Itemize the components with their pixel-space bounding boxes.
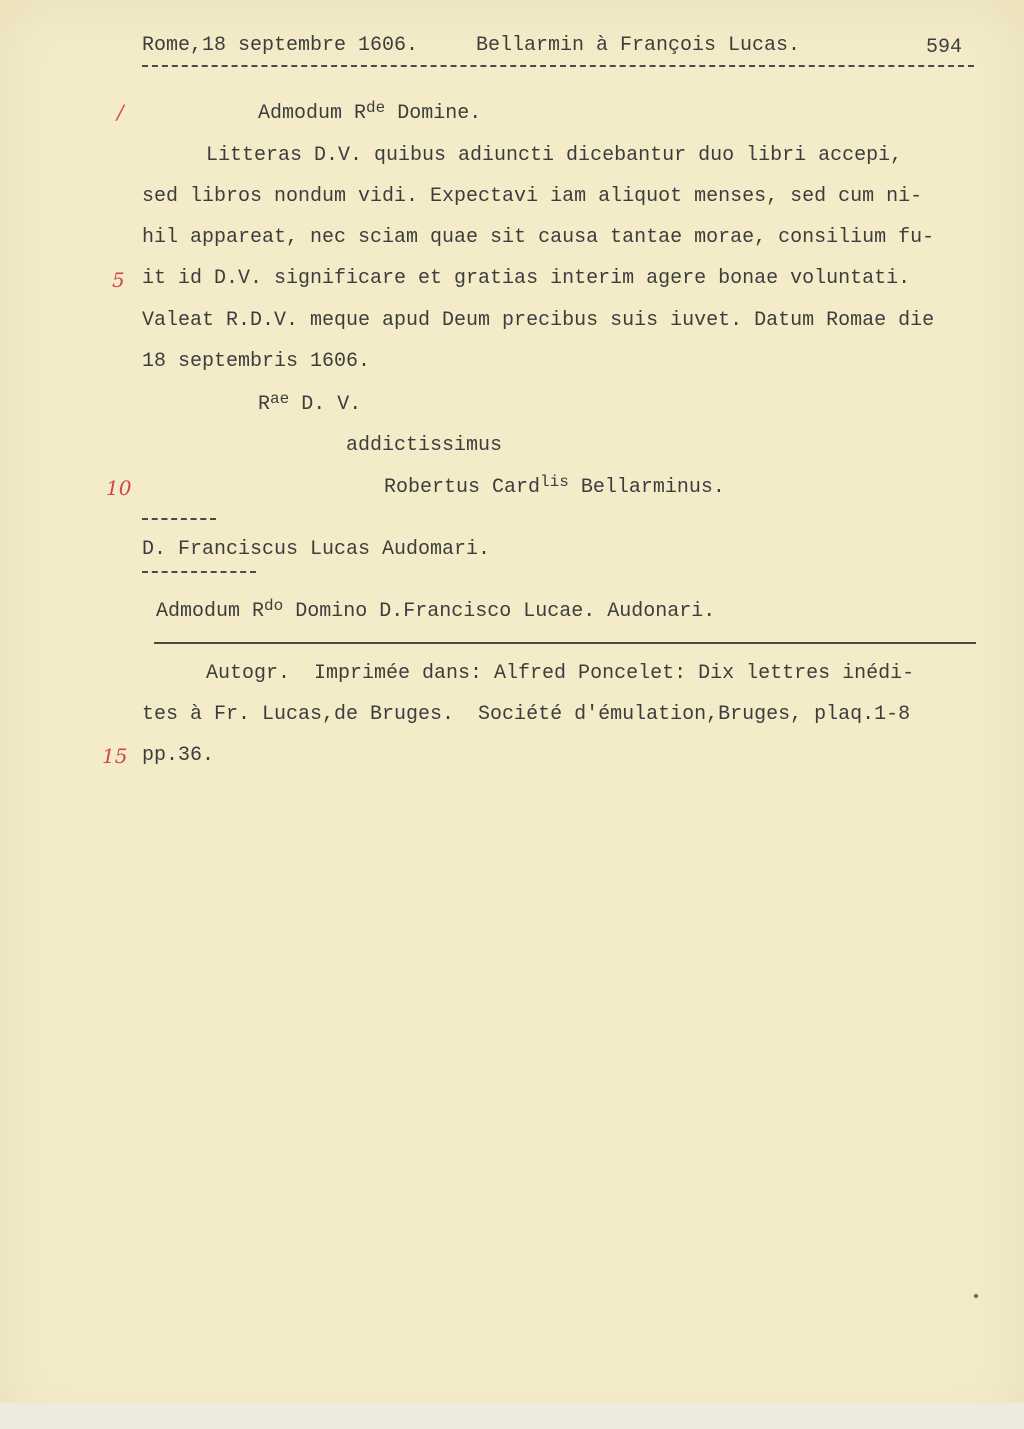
body-line: it id D.V. significare et gratias interim agere bonae voluntati. — [142, 267, 911, 290]
address-text-end: Domino D.Francisco Lucae. Audonari. — [283, 600, 716, 623]
recipient-address — [156, 597, 716, 624]
footer-rule — [154, 642, 976, 644]
margin-number-10: 10 — [106, 476, 132, 500]
address-text: Admodum R — [156, 600, 265, 623]
note-line: pp.36. — [142, 744, 215, 767]
signature — [384, 473, 725, 500]
closing-address — [258, 390, 362, 417]
signature-text: Robertus Card — [384, 476, 541, 499]
salutation-text: Admodum R — [258, 102, 367, 125]
body-line: 18 septembris 1606. — [142, 350, 371, 373]
salutation — [258, 99, 482, 126]
closing-text-end: D. V. — [289, 393, 362, 416]
scan-edge — [0, 1403, 1024, 1429]
closing-text: R — [258, 393, 271, 416]
signature-text-end: Bellarminus. — [568, 476, 725, 499]
body-line: hil appareat, nec sciam quae sit causa tantae morae, consilium fu- — [142, 226, 935, 249]
header-place-date: Rome,18 septembre 1606. — [142, 34, 419, 57]
note-line: Autogr. Imprimée dans: Alfred Poncelet: Dix lettres inédi- — [206, 662, 915, 685]
margin-number-5: 5 — [112, 268, 125, 292]
page-number: 594 — [926, 36, 963, 59]
paper-speck — [974, 1294, 978, 1298]
margin-number-15: 15 — [102, 744, 128, 768]
salutation-superscript: de — [366, 99, 386, 117]
note-line: tes à Fr. Lucas,de Bruges. Société d'émulation,Bruges, plaq.1-8 — [142, 703, 911, 726]
address-superscript: do — [264, 597, 284, 615]
closing-word: addictissimus — [346, 434, 503, 457]
separator-short — [142, 518, 216, 520]
recipient-underline — [142, 571, 256, 573]
salutation-text-end: Domine. — [385, 102, 482, 125]
signature-superscript: lis — [540, 473, 569, 491]
body-line: Valeat R.D.V. meque apud Deum precibus suis iuvet. Datum Romae die — [142, 309, 935, 332]
margin-number-1: / — [117, 100, 124, 124]
header-title: Bellarmin à François Lucas. — [476, 34, 801, 57]
body-line: sed libros nondum vidi. Expectavi iam aliquot menses, sed cum ni- — [142, 185, 923, 208]
body-line: Litteras D.V. quibus adiuncti dicebantur duo libri accepi, — [206, 144, 903, 167]
closing-superscript: ae — [270, 390, 290, 408]
header-rule — [142, 65, 974, 67]
recipient-name: D. Franciscus Lucas Audomari. — [142, 538, 491, 561]
